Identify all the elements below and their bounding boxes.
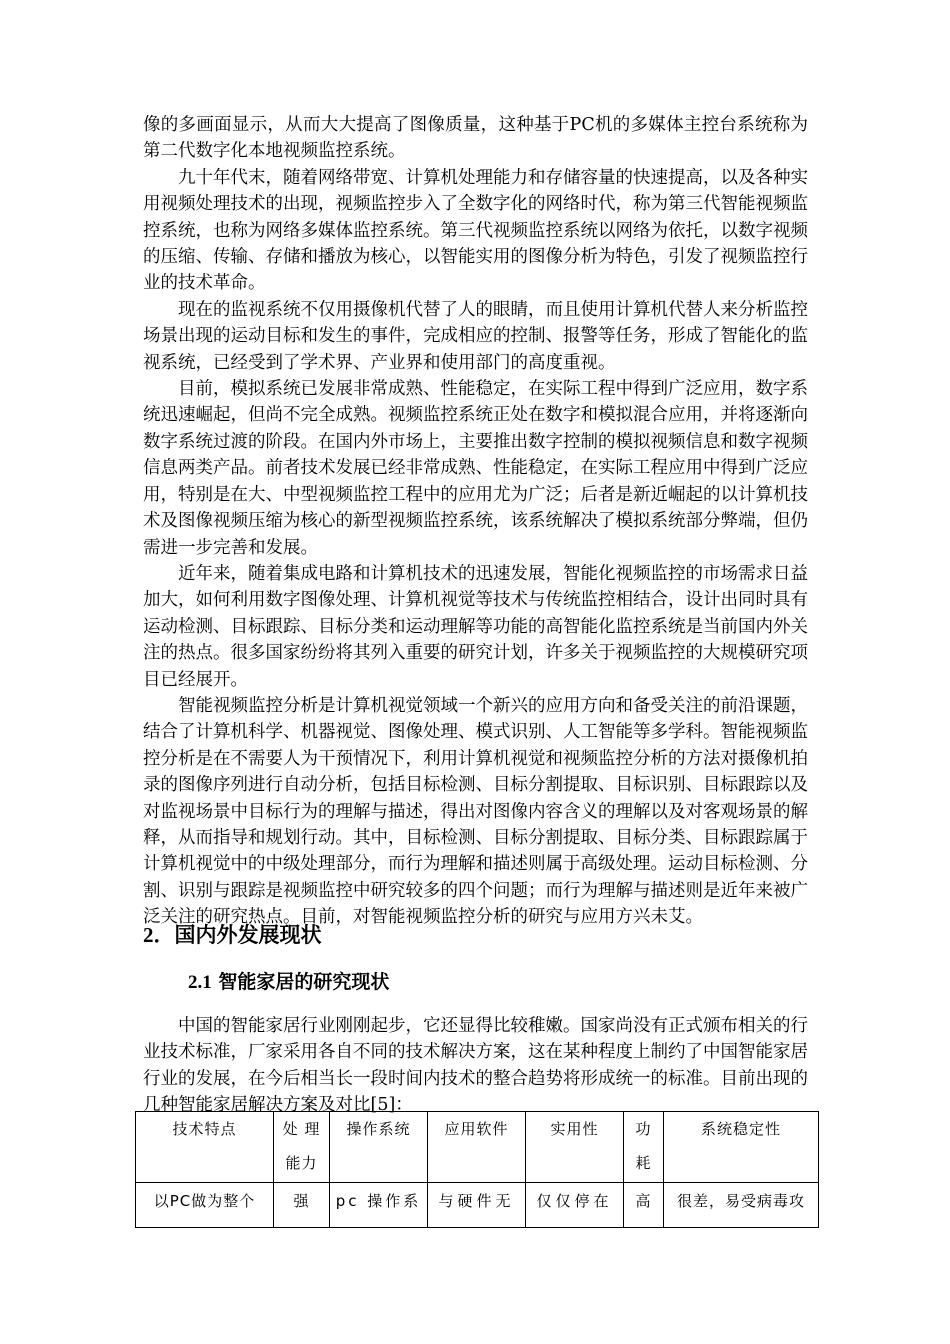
table-header-cell: 功 耗 xyxy=(624,1112,664,1183)
table-header-cell: 技术特点 xyxy=(136,1112,274,1183)
table-cell: 仅仅停在 xyxy=(526,1183,624,1228)
subsection-heading xyxy=(188,969,389,996)
table-cell: 高 xyxy=(624,1183,664,1228)
table-header-row xyxy=(136,1112,819,1183)
table-cell: 以PC做为整个 xyxy=(136,1183,274,1228)
table-header-cell: 系统稳定性 xyxy=(664,1112,819,1183)
table-header-cell: 实用性 xyxy=(526,1112,624,1183)
comparison-table xyxy=(135,1111,819,1228)
paragraph: 中国的智能家居行业刚刚起步，它还显得比较稚嫩。国家尚没有正式颁布相关的行业技术标准，厂家采用各自不同的技术解决方案，这在某种程度上制约了中国智能家居行业的发展，在今后相当长一段时间内技术的整合趋势将形成统一的标准。目前出现的几种智能家居解决方案及对比[5]： xyxy=(143,1016,808,1116)
table-header-cell: 处 理 能力 xyxy=(274,1112,330,1183)
section-number: 2． xyxy=(143,923,175,947)
body-text-top xyxy=(143,112,808,931)
table-header-cell: 应用软件 xyxy=(428,1112,526,1183)
paragraph: 现在的监视系统不仅用摄像机代替了人的眼睛，而且使用计算机代替人来分析监控场景出现的运动目标和发生的事件，完成相应的控制、报警等任务，形成了智能化的监视系统，已经受到了学术界、产业界和使用部门的高度重视。 xyxy=(143,299,808,373)
paragraph: 九十年代末，随着网络带宽、计算机处理能力和存储容量的快速提高，以及各种实用视频处理技术的出现，视频监控步入了全数字化的网络时代，称为第三代智能视频监控系统，也称为网络多媒体监控系统。第三代视频监控系统以网络为依托，以数字视频的压缩、传输、存储和播放为核心，以智能实用的图像分析为特色，引发了视频监控行业的技术革命。 xyxy=(143,167,808,294)
table-cell: 与硬件无 xyxy=(428,1183,526,1228)
table-header-cell: 操作系统 xyxy=(330,1112,428,1183)
section-heading xyxy=(143,921,322,949)
paragraph: 目前，模拟系统已发展非常成熟、性能稳定，在实际工程中得到广泛应用，数字系统迅速崛起，但尚不完全成熟。视频监控系统正处在数字和模拟混合应用，并将逐渐向数字系统过渡的阶段。在国内外市场上，主要推出数字控制的模拟视频信息和数字视频信息两类产品。前者技术发展已经非常成熟、性能稳定，在实际工程应用中得到广泛应用，特别是在大、中型视频监控工程中的应用尤为广泛；后者是新近崛起的以计算机技术及图像视频压缩为核心的新型视频监控系统，该系统解决了模拟系统部分弊端，但仍需进一步完善和发展。 xyxy=(143,379,808,558)
subsection-title: 智能家居的研究现状 xyxy=(218,971,390,993)
paragraph: 像的多画面显示，从而大大提高了图像质量，这种基于PC机的多媒体主控台系统称为第二代数字化本地视频监控系统。 xyxy=(143,115,808,162)
subsection-number: 2.1 xyxy=(188,972,212,993)
section-title: 国内外发展现状 xyxy=(174,922,322,947)
table-row xyxy=(136,1183,819,1228)
table-cell: 很差，易受病毒攻 xyxy=(664,1183,819,1228)
body-text-bottom xyxy=(143,1013,808,1119)
table-cell: 强 xyxy=(274,1183,330,1228)
paragraph: 智能视频监控分析是计算机视觉领域一个新兴的应用方向和备受关注的前沿课题，结合了计算机科学、机器视觉、图像处理、模式识别、人工智能等多学科。智能视频监控分析是在不需要人为干预情况下，利用计算机视觉和视频监控分析的方法对摄像机拍录的图像序列进行自动分析，包括目标检测、目标分割提取、目标识别、目标跟踪以及对监视场景中目标行为的理解与描述，得出对图像内容含义的理解以及对客观场景的解释，从而指导和规划行动。其中，目标检测、目标分割提取、目标分类、目标跟踪属于计算机视觉中的中级处理部分，而行为理解和描述则属于高级处理。运动目标检测、分割、识别与跟踪是视频监控中研究较多的四个问题；而行为理解与描述则是近年来被广泛关注的研究热点。目前，对智能视频监控分析的研究与应用方兴未艾。 xyxy=(143,695,808,928)
paragraph: 近年来，随着集成电路和计算机技术的迅速发展，智能化视频监控的市场需求日益加大，如何利用数字图像处理、计算机视觉等技术与传统监控相结合，设计出同时具有运动检测、目标跟踪、目标分类和运动理解等功能的高智能化监控系统是当前国内外关注的热点。很多国家纷纷将其列入重要的研究计划，许多关于视频监控的大规模研究项目已经展开。 xyxy=(143,563,808,690)
table-cell: pc 操作系 xyxy=(330,1183,428,1228)
